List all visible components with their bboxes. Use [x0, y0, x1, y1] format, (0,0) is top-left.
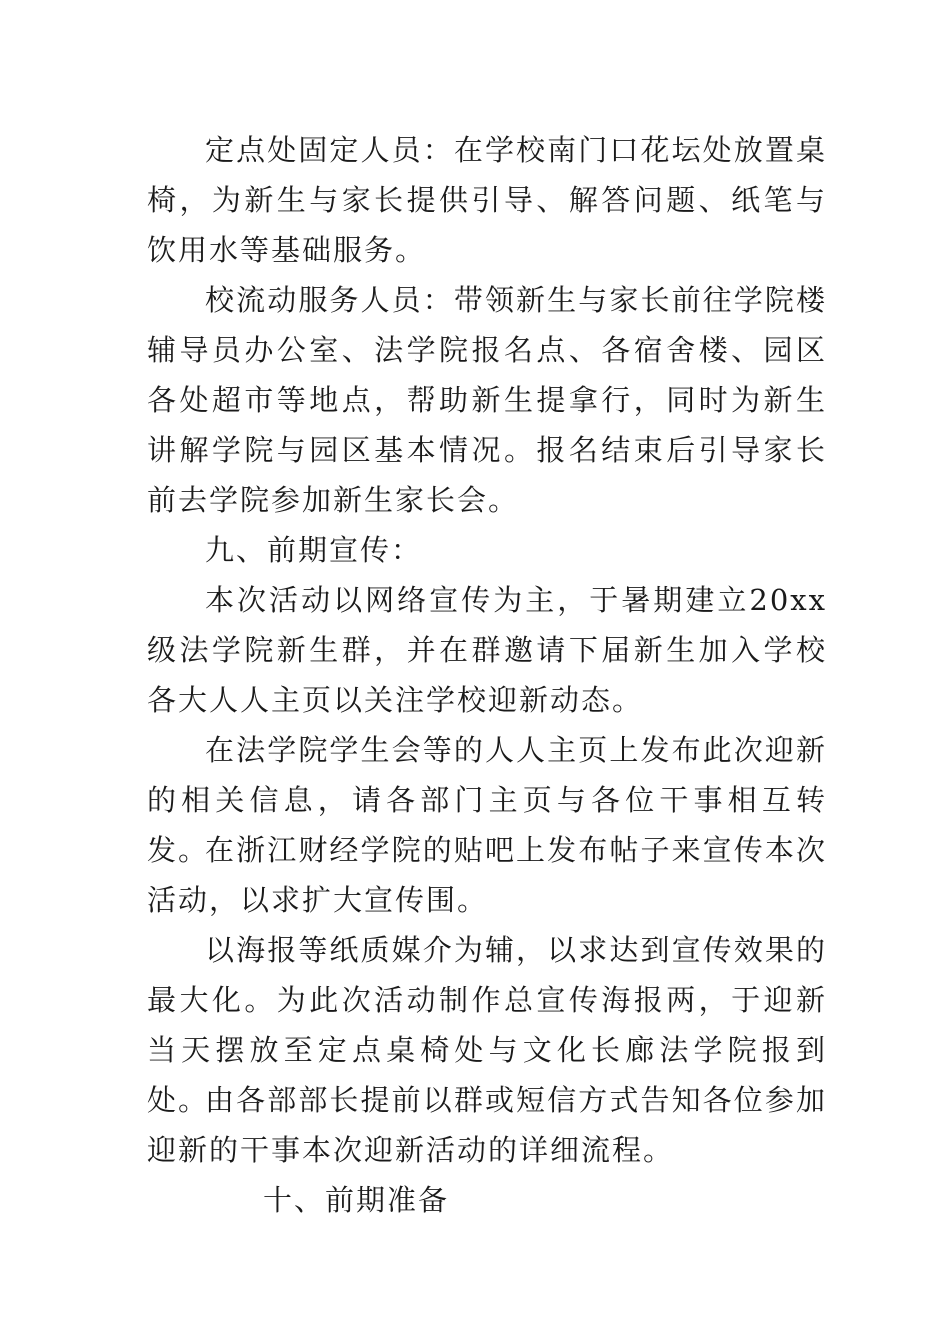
paragraph-renren-publicity: 在法学院学生会等的人人主页上发布此次迎新的相关信息，请各部门主页与各位干事相互转发。 [147, 733, 827, 867]
paragraph-poster-publicity: 以海报等纸质媒介为辅，以求达到宣传效果的最大化。为此次活动制作总宣传海报两，于迎新当天摆放至定点桌椅处与文化长廊法学院报到处。 [147, 933, 827, 1117]
paragraph-mobile-staff: 校流动服务人员：带领新生与家长前往学院楼辅导员办公室、法学院报名点、各宿舍楼、园区各处超市等地点，帮助新生提拿行，同时为新生讲解学院与园区基本情况。报名结束后引导家长前去学院参加新生家长会。 [147, 283, 827, 517]
paragraph-online-publicity: 本次活动以网络宣传为主，于暑期建立20xx级法学院新生群，并在群邀请下届新生加入学校各大人人主页以关注学校迎新动态。 [147, 583, 827, 717]
paragraph-tieba-publicity: 在浙江财经学院的贴吧上发布帖子来宣传本次活动，以求扩大宣传围。 [147, 833, 827, 917]
paragraph-notify-staff: 由各部部长提前以群或短信方式告知各位参加迎新的干事本次迎新活动的详细流程。 [147, 1083, 827, 1167]
section-heading-preparation: 十、前期准备 [263, 1183, 450, 1217]
paragraph-fixed-staff: 定点处固定人员：在学校南门口花坛处放置桌椅，为新生与家长提供引导、解答问题、纸笔与饮用水等基础服务。 [147, 133, 827, 267]
section-heading-publicity: 九、前期宣传： [205, 533, 423, 567]
